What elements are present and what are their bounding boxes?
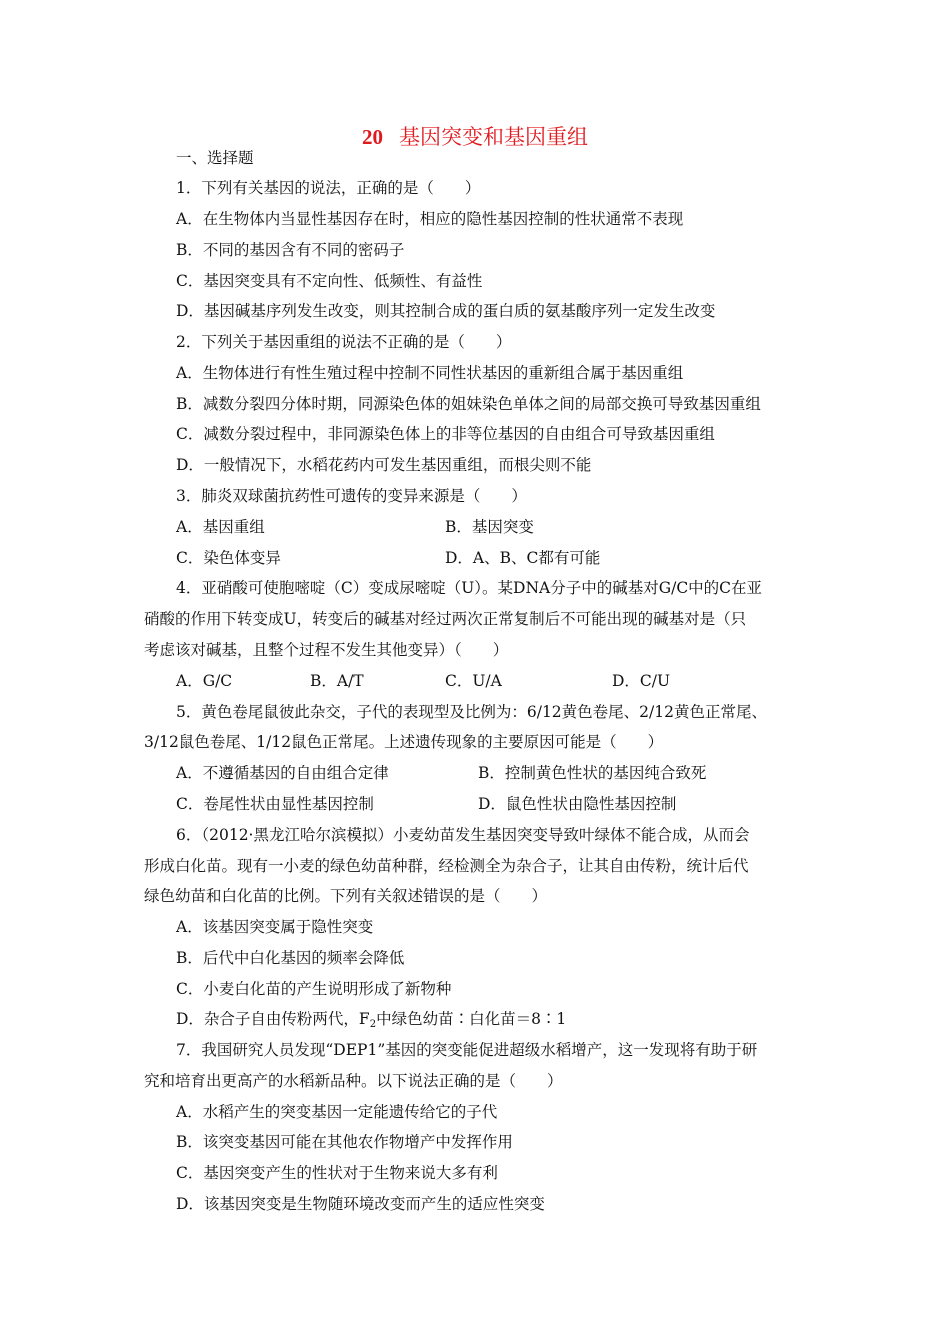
title-text: 基因突变和基因重组 xyxy=(399,125,588,149)
q2-option-b: B．减数分裂四分体时期，同源染色体的姐妹染色单体之间的局部交换可导致基因重组 xyxy=(176,395,761,413)
title-number: 20 xyxy=(362,125,383,149)
q5-option-a: A．不遵循基因的自由组合定律 xyxy=(176,764,389,782)
q5-stem-line2: 3/12鼠色卷尾、1/12鼠色正常尾。上述遗传现象的主要原因可能是（ ） xyxy=(144,733,664,751)
q1-option-a: A．在生物体内当显性基因存在时，相应的隐性基因控制的性状通常不表现 xyxy=(176,210,684,228)
q1-option-b: B．不同的基因含有不同的密码子 xyxy=(176,241,405,259)
q3-option-a: A．基因重组 xyxy=(176,518,265,536)
q6-option-c: C．小麦白化苗的产生说明形成了新物种 xyxy=(176,980,452,998)
q2-stem: 2．下列关于基因重组的说法不正确的是（ ） xyxy=(176,333,512,351)
q6-option-d-post: 中绿色幼苗∶白化苗＝8∶1 xyxy=(376,1010,567,1028)
q2-option-c: C．减数分裂过程中，非同源染色体上的非等位基因的自由组合可导致基因重组 xyxy=(176,425,715,443)
q7-option-d: D．该基因突变是生物随环境改变而产生的适应性突变 xyxy=(176,1195,545,1213)
section-heading: 一、选择题 xyxy=(176,149,254,167)
q1-option-d: D．基因碱基序列发生改变，则其控制合成的蛋白质的氨基酸序列一定发生改变 xyxy=(176,302,716,320)
q6-option-b: B．后代中白化基因的频率会降低 xyxy=(176,949,405,967)
q5-option-c: C．卷尾性状由显性基因控制 xyxy=(176,795,374,813)
q4-option-a: A．G/C xyxy=(176,672,233,690)
q6-option-d-subscript: 2 xyxy=(369,1019,377,1030)
q6-option-d xyxy=(176,1008,566,1036)
q6-option-a: A．该基因突变属于隐性突变 xyxy=(176,918,374,936)
q5-stem-line1: 5．黄色卷尾鼠彼此杂交，子代的表现型及比例为：6/12黄色卷尾、2/12黄色正常尾、 xyxy=(176,703,767,721)
q4-stem-line3: 考虑该对碱基，且整个过程不发生其他变异）（ ） xyxy=(144,641,509,659)
q5-option-b: B．控制黄色性状的基因纯合致死 xyxy=(478,764,707,782)
q3-option-b: B．基因突变 xyxy=(445,518,534,536)
q7-option-c: C．基因突变产生的性状对于生物来说大多有利 xyxy=(176,1164,498,1182)
q3-stem: 3．肺炎双球菌抗药性可遗传的变异来源是（ ） xyxy=(176,487,527,505)
q3-option-c: C．染色体变异 xyxy=(176,549,281,567)
q7-stem-line1: 7．我国研究人员发现“DEP1”基因的突变能促进超级水稻增产，这一发现将有助于研 xyxy=(176,1041,758,1059)
q7-stem-line2: 究和培育出更高产的水稻新品种。以下说法正确的是（ ） xyxy=(144,1072,563,1090)
q4-stem-line1: 4．亚硝酸可使胞嘧啶（C）变成尿嘧啶（U）。某DNA分子中的碱基对G/C中的C在亚 xyxy=(176,579,763,597)
page-title xyxy=(0,122,950,152)
q4-option-b: B．A/T xyxy=(310,672,364,690)
q5-option-d: D．鼠色性状由隐性基因控制 xyxy=(478,795,677,813)
q4-stem-line2: 硝酸的作用下转变成U，转变后的碱基对经过两次正常复制后不可能出现的碱基对是（只 xyxy=(144,610,747,628)
q6-stem-line1: 6．（2012·黑龙江哈尔滨模拟）小麦幼苗发生基因突变导致叶绿体不能合成，从而会 xyxy=(176,826,750,844)
q2-option-a: A．生物体进行有性生殖过程中控制不同性状基因的重新组合属于基因重组 xyxy=(176,364,684,382)
q1-stem: 1．下列有关基因的说法，正确的是（ ） xyxy=(176,179,481,197)
q6-stem-line2: 形成白化苗。现有一小麦的绿色幼苗种群，经检测全为杂合子，让其自由传粉，统计后代 xyxy=(144,857,749,875)
q4-option-c: C．U/A xyxy=(445,672,502,690)
q2-option-d: D．一般情况下，水稻花药内可发生基因重组，而根尖则不能 xyxy=(176,456,592,474)
q7-option-a: A．水稻产生的突变基因一定能遗传给它的子代 xyxy=(176,1103,498,1121)
q1-option-c: C．基因突变具有不定向性、低频性、有益性 xyxy=(176,272,483,290)
q6-option-d-pre: D．杂合子自由传粉两代，F xyxy=(176,1010,370,1028)
q7-option-b: B．该突变基因可能在其他农作物增产中发挥作用 xyxy=(176,1133,513,1151)
q3-option-d: D．A、B、C都有可能 xyxy=(445,549,601,567)
q4-option-d: D．C/U xyxy=(612,672,671,690)
q6-stem-line3: 绿色幼苗和白化苗的比例。下列有关叙述错误的是（ ） xyxy=(144,887,548,905)
